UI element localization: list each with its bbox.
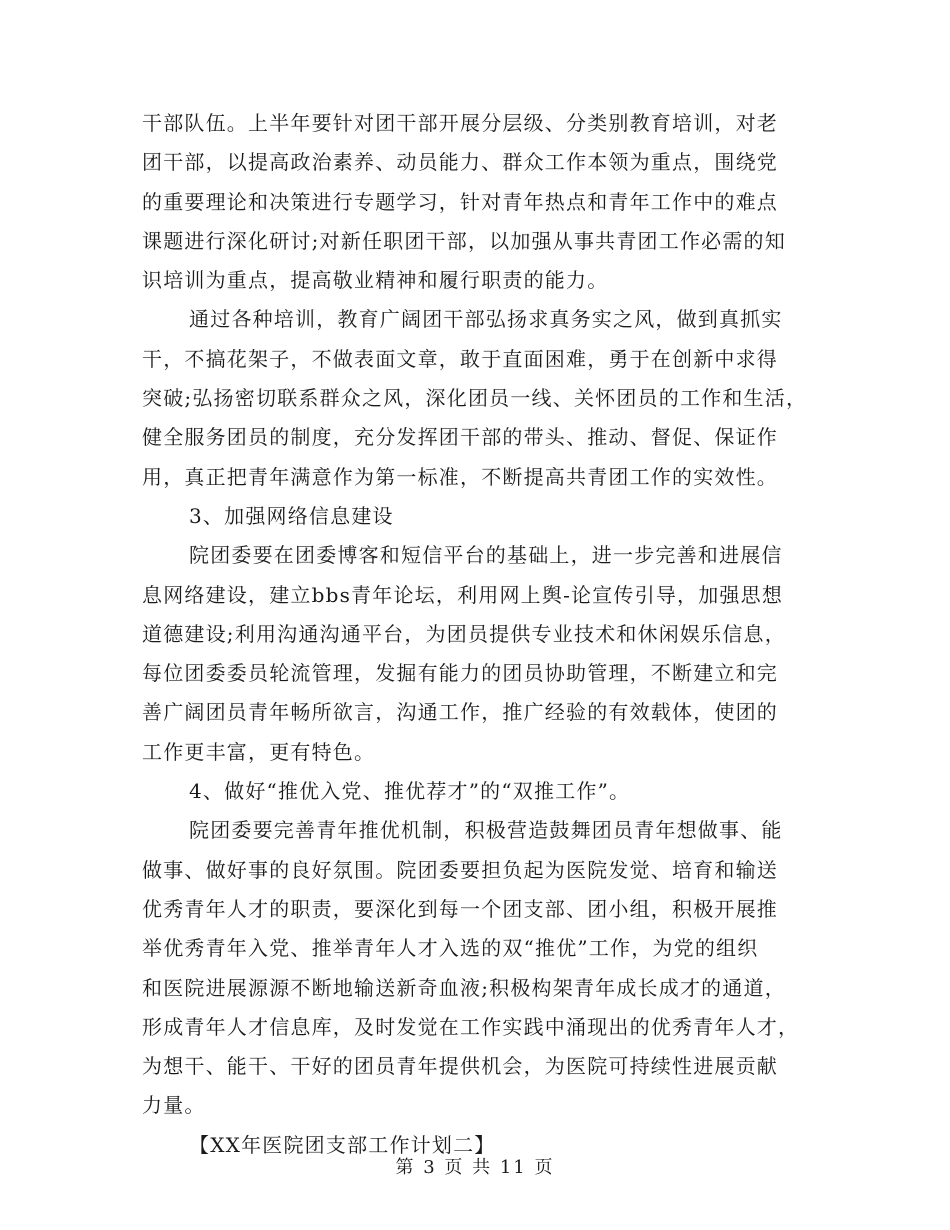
text-line: 的重要理论和决策进行专题学习，针对青年热点和青年工作中的难点 [142,189,778,214]
text-line: 干，不搞花架子，不做表面文章，敢于直面困难，勇于在创新中求得 [142,346,778,371]
text-line: 息网络建设，建立bbs青年论坛，利用网上舆-论宣传引导，加强思想 [142,582,784,607]
section-heading: 3、加强网络信息建设 [189,503,394,528]
text-line: 为想干、能干、干好的团员青年提供机会，为医院可持续性进展贡献 [142,1054,778,1079]
paragraph-start-line: 通过各种培训，教育广阔团干部弘扬求真务实之风，做到真抓实 [189,307,783,332]
page-number-footer: 第 3 页 共 11 页 [395,1157,555,1178]
text-line: 识培训为重点，提高敬业精神和履行职责的能力。 [142,268,609,293]
text-line: 道德建设;利用沟通沟通平台，为团员提供专业技术和休闲娱乐信息， [142,621,786,646]
text-line: 用，真正把青年满意作为第一标准，不断提高共青团工作的实效性。 [142,464,778,489]
text-line: 和医院进展源源不断地输送新奇血液;积极构架青年成长成才的通道， [142,975,786,1000]
text-line: 健全服务团员的制度，充分发挥团干部的带头、推动、督促、保证作 [142,425,778,450]
text-line: 善广阔团员青年畅所欲言，沟通工作，推广经验的有效载体，使团的 [142,700,778,725]
text-line: 每位团委委员轮流管理，发掘有能力的团员协助管理，不断建立和完 [142,661,778,686]
text-line: 团干部，以提高政治素养、动员能力、群众工作本领为重点，围绕党 [142,150,778,175]
text-line: 做事、做好事的良好氛围。院团委要担负起为医院发觉、培育和输送 [142,857,778,882]
paragraph-start-line: 院团委要完善青年推优机制，积极营造鼓舞团员青年想做事、能 [189,818,783,843]
text-line: 力量。 [142,1093,206,1118]
section-title: 【XX年医院团支部工作计划二】 [189,1132,496,1157]
paragraph-start-line: 院团委要在团委博客和短信平台的基础上，进一步完善和进展信 [189,543,783,568]
text-line: 举优秀青年入党、推举青年人才入选的双“推优”工作，为党的组织 [142,936,759,961]
document-body [142,104,822,1165]
text-line: 突破;弘扬密切联系群众之风，深化团员一线、关怀团员的工作和生活， [142,386,808,411]
section-heading: 4、做好“推优入党、推优荐才”的“双推工作”。 [189,779,631,804]
text-line: 工作更丰富，更有特色。 [142,739,376,764]
text-line: 优秀青年人才的职责，要深化到每一个团支部、团小组，积极开展推 [142,896,778,921]
text-line: 形成青年人才信息库，及时发觉在工作实践中涌现出的优秀青年人才， [142,1014,800,1039]
text-line: 课题进行深化研讨;对新任职团干部，以加强从事共青团工作必需的知 [142,228,786,253]
text-line: 干部队伍。上半年要针对团干部开展分层级、分类别教育培训，对老 [142,111,778,135]
